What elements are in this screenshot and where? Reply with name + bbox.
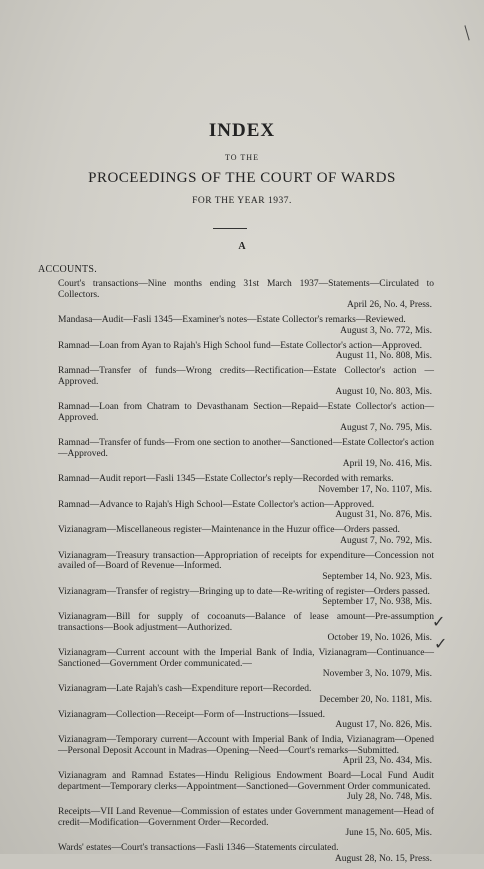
index-entry	[58, 438, 434, 470]
entry-text: Vizianagram—Current account with the Imperial Bank of India, Vizianagram—Continuance—Sanctioned—Government Order communicated.—	[58, 648, 434, 669]
page-title: INDEX	[208, 120, 276, 141]
entry-text: Ramnad—Loan from Ayan to Rajah's High School fund—Estate Collector's action—Approved.	[58, 340, 423, 351]
index-entry	[58, 684, 434, 705]
entry-text: Vizianagram—Transfer of registry—Bringing up to date—Re-writing of register—Orders passed.	[58, 586, 430, 597]
entry-reference: September 17, No. 938, Mis.	[322, 597, 432, 607]
entry-reference: August 31, No. 876, Mis.	[335, 510, 432, 520]
entry-text: Vizianagram—Temporary current—Account with Imperial Bank of India, Vizianagram—Opened—Personal Deposit Account in Madras—Opening—Need—Court's remarks—Submitted.	[58, 735, 434, 756]
section-heading: ACCOUNTS.	[38, 264, 98, 275]
entry-text: Ramnad—Transfer of funds—From one section to another—Sanctioned—Estate Collector's action—Approved.	[58, 438, 435, 459]
entry-reference: October 19, No. 1026, Mis.	[327, 633, 432, 643]
index-entry	[58, 771, 434, 803]
entry-reference: December 20, No. 1181, Mis.	[319, 694, 432, 705]
entry-text: Court's transactions—Nine months ending 31st March 1937—Statements—Circulated to Collectors.	[58, 279, 434, 300]
entry-reference: August 7, No. 795, Mis.	[340, 423, 432, 433]
entry-text: Ramnad—Advance to Rajah's High School—Estate Collector's action—Approved.	[58, 499, 375, 510]
entry-text: Mandasa—Audit—Fasli 1345—Examiner's notes—Estate Collector's remarks—Reviewed.	[58, 315, 406, 325]
entry-reference: April 26, No. 4, Press.	[347, 300, 432, 310]
entry-reference: August 28, No. 15, Press.	[334, 853, 432, 864]
pencil-mark-icon: /	[456, 20, 477, 45]
entry-reference: August 17, No. 826, Mis.	[335, 720, 432, 730]
entry-reference: September 14, No. 923, Mis.	[322, 571, 432, 582]
divider-rule	[213, 228, 247, 229]
entry-text: Ramnad—Loan from Chatram to Devasthanam Section—Repaid—Estate Collector's action—Approved.	[58, 402, 434, 423]
index-entry	[58, 710, 434, 731]
entry-reference: August 10, No. 803, Mis.	[335, 387, 432, 397]
entry-reference: June 15, No. 605, Mis.	[345, 828, 432, 838]
index-entry	[58, 402, 434, 434]
entry-reference: November 17, No. 1107, Mis.	[318, 484, 432, 495]
index-entry	[58, 366, 434, 398]
entry-reference: July 28, No. 748, Mis.	[347, 792, 432, 802]
entry-text: Vizianagram—Treasury transaction—Appropriation of receipts for expenditure—Concession not availed of—Board of Revenue—Informed.	[58, 550, 434, 571]
entry-text: Vizianagram—Miscellaneous register—Maintenance in the Huzur office—Orders passed.	[58, 525, 400, 535]
entry-text: Vizianagram—Bill for supply of cocoanuts—Balance of lease amount—Pre-assumption transactions—Book adjustment—Authorized.	[58, 612, 434, 633]
entry-text: Ramnad—Audit report—Fasli 1345—Estate Collector's reply—Recorded with remarks.	[58, 474, 394, 484]
entry-text: Wards' estates—Court's transactions—Fasli 1346—Statements circulated.	[58, 843, 339, 853]
check-mark-icon: ✓	[434, 636, 448, 653]
entry-reference: April 23, No. 434, Mis.	[342, 756, 432, 766]
index-entry	[58, 612, 434, 644]
index-entry	[58, 807, 434, 839]
entry-reference: April 19, No. 416, Mis.	[342, 459, 432, 469]
index-entry	[58, 551, 434, 583]
to-the-line: TO THE	[225, 153, 259, 162]
entry-text: Vizianagram—Late Rajah's cash—Expenditure report—Recorded.	[58, 684, 312, 694]
index-entry	[58, 341, 434, 362]
index-entry	[58, 279, 434, 311]
index-entry	[58, 648, 434, 680]
entry-reference: August 3, No. 772, Mis.	[340, 325, 432, 336]
index-letter: A	[238, 241, 246, 252]
entry-text: Receipts—VII Land Revenue—Commission of estates under Government management—Head of credit—Modification—Government Order—Recorded.	[58, 807, 434, 828]
index-entry	[58, 315, 434, 336]
index-entry	[58, 474, 434, 495]
index-entry	[58, 587, 434, 608]
subtitle: PROCEEDINGS OF THE COURT OF WARDS	[88, 170, 396, 186]
entry-text: Vizianagram—Collection—Receipt—Form of—Instructions—Issued.	[58, 709, 325, 720]
entry-text: Vizianagram and Ramnad Estates—Hindu Religious Endowment Board—Local Fund Audit department—Temporary clerks—Appointment—Sanctioned—Government Order communicated.	[58, 771, 434, 792]
entries-list	[58, 279, 434, 869]
entry-reference: August 11, No. 808, Mis.	[335, 351, 432, 361]
index-entry	[58, 525, 434, 546]
entry-text: Ramnad—Transfer of funds—Wrong credits—Rectification—Estate Collector's action —Approved.	[58, 366, 434, 387]
year-line: FOR THE YEAR 1937.	[192, 196, 292, 206]
check-mark-icon: ✓	[432, 614, 446, 631]
index-entry	[58, 735, 434, 767]
index-entry	[58, 500, 434, 521]
entry-reference: November 3, No. 1079, Mis.	[322, 669, 432, 679]
entry-reference: August 7, No. 792, Mis.	[340, 535, 432, 546]
